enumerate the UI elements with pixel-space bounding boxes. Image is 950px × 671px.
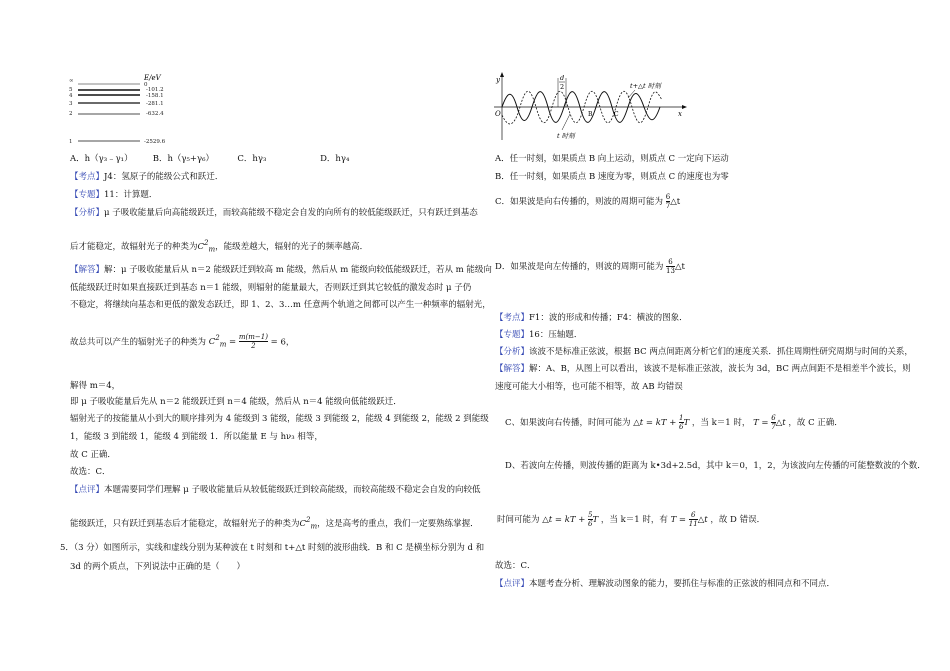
line-e: 故选：C． <box>70 467 111 477</box>
level-label-5: 5 <box>69 87 73 93</box>
c-mid-text: ，当 k＝1 时， <box>691 418 751 428</box>
line-b: 辐射光子的按能量从小到大的顺序排列为 4 能级到 3 能级，能级 3 到能级 2，能级 4 到能级 2，能级 2 到能级 <box>70 414 489 424</box>
energy-value-3: -281.1 <box>146 101 164 107</box>
level-label-inf: ∞ <box>69 78 74 84</box>
energy-axis-label: E/eV <box>144 74 161 82</box>
left-kaodian <box>70 172 223 183</box>
dianping-text-2: 能级跃迁，只有跃迁到基态后才能稳定，故辐射光子的种类为 <box>70 518 300 529</box>
d-analysis: D、若波向左传播，则波传播的距离为 k•3d+2.5d，其中 k＝0，1，2，为该波向左传播的可能整数波的个数． <box>505 461 926 471</box>
fenxi-tag: 【分析】 <box>70 208 105 218</box>
r-fenxi-tag: 【分析】 <box>495 347 530 357</box>
kaodian-tag: 【考点】 <box>70 172 105 182</box>
r-zhuanti-tag: 【专题】 <box>495 330 530 340</box>
combination-cm2: $C^2_m$ <box>197 239 216 254</box>
d-mid-text: ，当 k＝1 时，有 <box>600 515 668 525</box>
right-jieda-line1 <box>495 364 911 375</box>
d-equation: △t = kT + $\frac{5}{6}$ T <box>542 511 599 528</box>
y-axis-arrow <box>500 72 504 77</box>
point-b-label: B <box>588 111 593 118</box>
right-dianping <box>495 579 835 590</box>
option-c[interactable]: C．如果波是向右传播的，则波的周期可能为 $\frac{6}{7}$ △t <box>495 193 681 210</box>
left-jieda-line2: 低能级跃迁时如果直接跃迁到基态 n＝1 能级，则辐射的能量最大，否则跃迁到其它较低的激发态时 μ 子仍 <box>70 283 472 293</box>
t-label: t 时刻 <box>557 132 575 140</box>
r-dianping-tag: 【点评】 <box>495 579 530 589</box>
combination-cm2-b: $C^2_m$ <box>299 516 318 531</box>
q5-line1: 5．（3 分）如图所示，实线和虚线分别为某种波在 t 时刻和 t+△t 时刻的波形曲线．B 和 C 是横坐标分别为 d 和 <box>60 543 485 553</box>
jieda-tag: 【解答】 <box>70 265 105 275</box>
time-text: 时间可能为 <box>497 515 540 525</box>
c-equation: △t = kT + $\frac{1}{6}$ T <box>633 414 690 431</box>
r-zhuanti-text: 16：压轴题． <box>529 330 583 340</box>
zhuanti-text: 11：计算题． <box>104 190 158 200</box>
x-axis-label: x <box>678 110 682 118</box>
r-dianping-text: 本题考查分析、理解波动图象的能力，要抓住与标准的正弦波的相同点和不同点． <box>529 579 836 589</box>
option-c-text: C．如果波是向右传播的，则波的周期可能为 <box>495 197 664 207</box>
option-d-fraction: $\frac{6}{13}$ <box>666 258 675 275</box>
right-fenxi <box>495 347 913 358</box>
zhuanti-tag: 【专题】 <box>70 190 105 200</box>
combination-formula: $C^2_m$ = $\frac{m(m-1)}{2}$ = <box>208 333 278 350</box>
q4-option-a[interactable]: A．h（γ₃﹣γ₁） <box>70 154 133 164</box>
d-end-text: ，故 D 错误． <box>710 515 766 525</box>
c-analysis <box>505 414 843 431</box>
line-a: 即 μ 子吸收能量后先从 n＝2 能级跃迁到 n＝4 能级，然后从 n＝4 能级向低能级跃迁． <box>70 397 402 407</box>
solve-m: 解得 m＝4， <box>70 381 121 391</box>
q4-option-b[interactable]: B．h（γ₅+γ₆） <box>152 154 215 164</box>
jieda-text-4b: 6， <box>280 337 295 348</box>
right-answer: 故选：C． <box>495 561 536 571</box>
level-label-2: 2 <box>69 111 73 117</box>
option-c-fraction: $\frac{6}{7}$ <box>665 193 671 210</box>
option-d[interactable]: D．如果波是向左传播的，则波的周期可能为 $\frac{6}{13}$ △t <box>495 258 685 275</box>
y-axis-label: y <box>496 76 500 84</box>
level-label-1: 1 <box>69 139 73 145</box>
left-jieda-line4 <box>70 333 294 351</box>
wave-dashed-t-dt <box>502 91 662 124</box>
wave-diagram <box>490 70 690 145</box>
point-c-label: C <box>614 111 619 118</box>
t-dt-label: t+△t 时刻 <box>630 82 661 90</box>
fenxi-text-1: μ 子吸收能量后向高能级跃迁，而较高能级不稳定会自发的向所有的较低能级跃迁，只有跃迁到基态 <box>104 208 478 218</box>
origin-label: O <box>495 110 501 118</box>
r-jieda-tag: 【解答】 <box>495 364 530 374</box>
energy-value-4: -158.1 <box>146 93 164 99</box>
c-end-text: ，故 C 正确． <box>788 418 843 428</box>
dianping-text-1: 本题需要同学们理解 μ 子吸收能量后从较低能级跃迁到较高能级，而较高能级不稳定会自发的向较低 <box>104 485 481 495</box>
q4-option-c[interactable]: C．hγ₃ <box>237 154 267 164</box>
left-dianping-line2 <box>70 515 479 533</box>
c-line-text: C、如果波向右传播，时间可能为 <box>505 418 631 428</box>
jieda-text-1: 解：μ 子吸收能量后从 n＝2 能级跃迁到较高 m 能级，然后从 m 能级向较低能级跃迁，若从 m 能级向 <box>104 265 492 275</box>
energy-value-5: -101.2 <box>146 87 164 93</box>
option-d-text: D．如果波是向左传播的，则波的周期可能为 <box>495 262 664 272</box>
d-equation-2: T = $\frac{6}{11}$ △t <box>670 511 708 528</box>
r-jieda-text-1: 解：A、B，从图上可以看出，该波不是标准正弦波，波长为 3d，BC 两点间距不是相差半个波长，则 <box>529 364 911 374</box>
left-jieda-line1 <box>70 265 492 276</box>
left-zhuanti <box>70 190 157 201</box>
q5-line2: 3d 的两个质点，下列说法中正确的是（ ） <box>70 562 246 572</box>
kaodian-text: J4：氢原子的能级公式和跃迁． <box>104 172 224 182</box>
c-equation-2: T = $\frac{6}{7}$ △t <box>753 414 786 431</box>
level-label-3: 3 <box>69 101 73 107</box>
energy-value-1: -2529.6 <box>144 139 166 145</box>
r-kaodian-tag: 【考点】 <box>495 313 530 323</box>
jieda-text-4: 故总共可以产生的辐射光子的种类为 <box>70 337 207 348</box>
dianping-tag: 【点评】 <box>70 485 105 495</box>
left-dianping-line1 <box>70 485 480 496</box>
d-time-line <box>497 511 765 528</box>
option-b[interactable]: B．任一时刻，如果质点 B 速度为零，则质点 C 的速度也为零 <box>495 172 729 182</box>
x-axis-arrow <box>682 105 687 109</box>
q4-options <box>70 154 349 165</box>
left-fenxi-line2 <box>70 238 368 256</box>
energy-level-diagram <box>60 70 200 150</box>
half-label: 2 <box>560 83 565 91</box>
dianping-text-2b: ，这是高考的重点，我们一定要熟练掌握． <box>317 518 479 529</box>
energy-value-2: -632.4 <box>146 111 164 117</box>
q4-option-d[interactable]: D．hγ₄ <box>320 154 350 164</box>
left-jieda-line3: 不稳定，将继续向基态和更低的激发态跃迁，即 1、2、3…m 任意两个轨道之间都可以产生一种频率的辐射光， <box>70 300 491 310</box>
right-zhuanti <box>495 330 582 341</box>
d-label: d <box>560 74 565 82</box>
right-kaodian <box>495 313 688 324</box>
energy-value-0: 0 <box>144 82 148 88</box>
line-d: 故 C 正确． <box>70 450 116 460</box>
level-label-4: 4 <box>69 93 73 99</box>
right-jieda-line2: 速度可能大小相等，也可能不相等，故 AB 均错误 <box>495 382 683 392</box>
r-fenxi-text: 该波不是标准正弦波，根据 BC 两点间距离分析它们的速度关系．抓住周期性研究周期与时间的关系， <box>529 347 913 357</box>
option-a[interactable]: A．任一时刻，如果质点 B 向上运动，则质点 C 一定向下运动 <box>495 154 729 164</box>
fenxi-text-2: 后才能稳定，故辐射光子的种类为 <box>70 241 198 252</box>
left-fenxi-line1 <box>70 208 478 219</box>
r-kaodian-text: F1：波的形成和传播；F4：横波的图象． <box>529 313 688 323</box>
fenxi-text-2b: ，能级差越大，辐射的光子的频率越高． <box>215 241 369 252</box>
line-c: 1，能级 3 到能级 1，能级 4 到能级 1．所以能量 E 与 hν₃ 相等， <box>70 432 323 442</box>
